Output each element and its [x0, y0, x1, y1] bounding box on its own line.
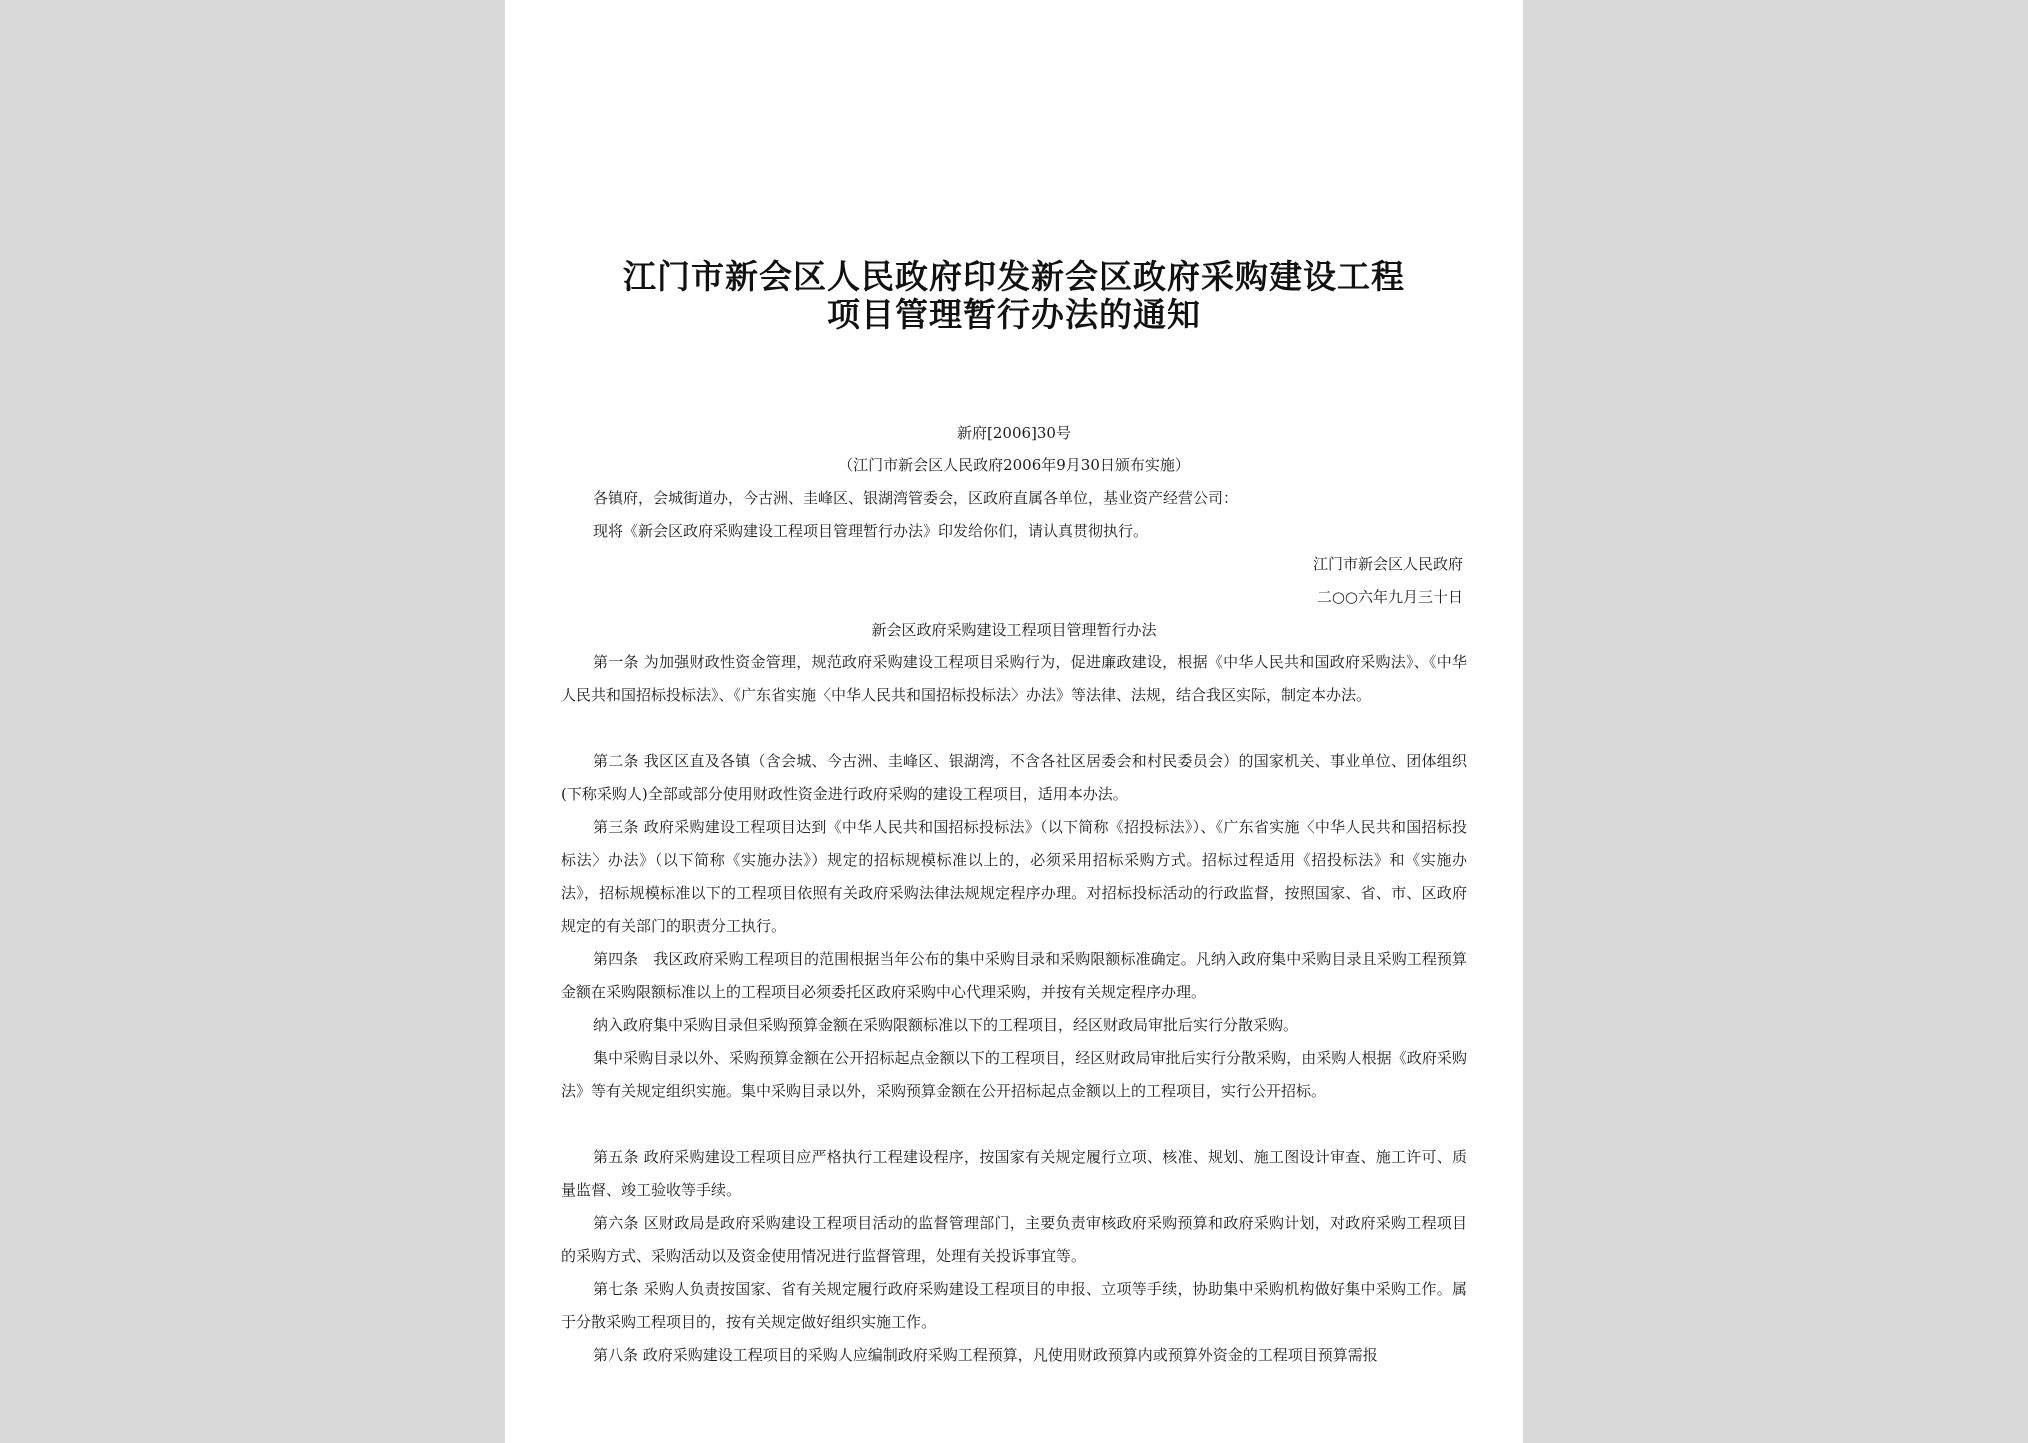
article-8: 第八条 政府采购建设工程项目的采购人应编制政府采购工程预算，凡使用财政预算内或预算外资金的工程项目预算需报	[593, 1346, 1378, 1364]
signature-date: 二○○六年九月三十日	[1316, 588, 1463, 606]
section-title: 新会区政府采购建设工程项目管理暂行办法	[871, 621, 1157, 639]
article-3: 第三条 政府采购建设工程项目达到《中华人民共和国招标投标法》（以下简称《招投标法》）、《广东省实施〈中华人民共和国招标投标法〉办法》（以下简称《实施办法》）规定的招标规模标准以上的，必须采用招标采购方式。招标过程适用《招投标法》和《实施办法》，招标规模标准以下的工程项目依照有关政府采购法律法规规定程序办理。对招标投标活动的行政监督，按照国家、省、市、区政府规定的有关部门的职责分工执行。	[561, 818, 1467, 935]
signature-org: 江门市新会区人民政府	[1312, 555, 1463, 573]
article-6: 第六条 区财政局是政府采购建设工程项目活动的监督管理部门，主要负责审核政府采购预算和政府采购计划，对政府采购工程项目的采购方式、采购活动以及资金使用情况进行监督管理，处理有关投诉事宜等。	[561, 1214, 1467, 1265]
document-number: 新府[2006]30号	[957, 424, 1071, 442]
document-title	[505, 258, 1523, 334]
article-7: 第七条 采购人负责按国家、省有关规定履行政府采购建设工程项目的申报、立项等手续，协助集中采购机构做好集中采购工作。属于分散采购工程项目的，按有关规定做好组织实施工作。	[561, 1280, 1467, 1331]
article-4-paragraph-3: 集中采购目录以外、采购预算金额在公开招标起点金额以下的工程项目，经区财政局审批后实行分散采购，由采购人根据《政府采购法》等有关规定组织实施。集中采购目录以外，采购预算金额在公开招标起点金额以上的工程项目，实行公开招标。	[561, 1049, 1467, 1100]
title-line-2: 项目管理暂行办法的通知	[827, 295, 1201, 334]
document-page	[505, 0, 1523, 1443]
article-4: 第四条 我区政府采购工程项目的范围根据当年公布的集中采购目录和采购限额标准确定。凡纳入政府集中采购目录且采购工程预算金额在采购限额标准以上的工程项目必须委托区政府采购中心代理采购，并按有关规定程序办理。	[561, 950, 1467, 1001]
article-1: 第一条 为加强财政性资金管理，规范政府采购建设工程项目采购行为，促进廉政建设，根据《中华人民共和国政府采购法》、《中华人民共和国招标投标法》、《广东省实施〈中华人民共和国招标投标法〉办法》等法律、法规，结合我区实际，制定本办法。	[561, 653, 1467, 704]
article-4-paragraph-2: 纳入政府集中采购目录但采购预算金额在采购限额标准以下的工程项目，经区财政局审批后实行分散采购。	[593, 1016, 1299, 1034]
addressees: 各镇府，会城街道办，今古洲、圭峰区、银湖湾管委会，区政府直属各单位，基业资产经营公司：	[593, 489, 1239, 507]
intro-text: 现将《新会区政府采购建设工程项目管理暂行办法》印发给你们，请认真贯彻执行。	[593, 522, 1149, 540]
issue-note: （江门市新会区人民政府2006年9月30日颁布实施）	[838, 456, 1190, 474]
article-5: 第五条 政府采购建设工程项目应严格执行工程建设程序，按国家有关规定履行立项、核准、规划、施工图设计审查、施工许可、质量监督、竣工验收等手续。	[561, 1148, 1467, 1199]
article-2: 第二条 我区区直及各镇（含会城、今古洲、圭峰区、银湖湾，不含各社区居委会和村民委员会）的国家机关、事业单位、团体组织(下称采购人)全部或部分使用财政性资金进行政府采购的建设工程项目，适用本办法。	[561, 752, 1467, 803]
title-line-1: 江门市新会区人民政府印发新会区政府采购建设工程	[623, 257, 1405, 296]
